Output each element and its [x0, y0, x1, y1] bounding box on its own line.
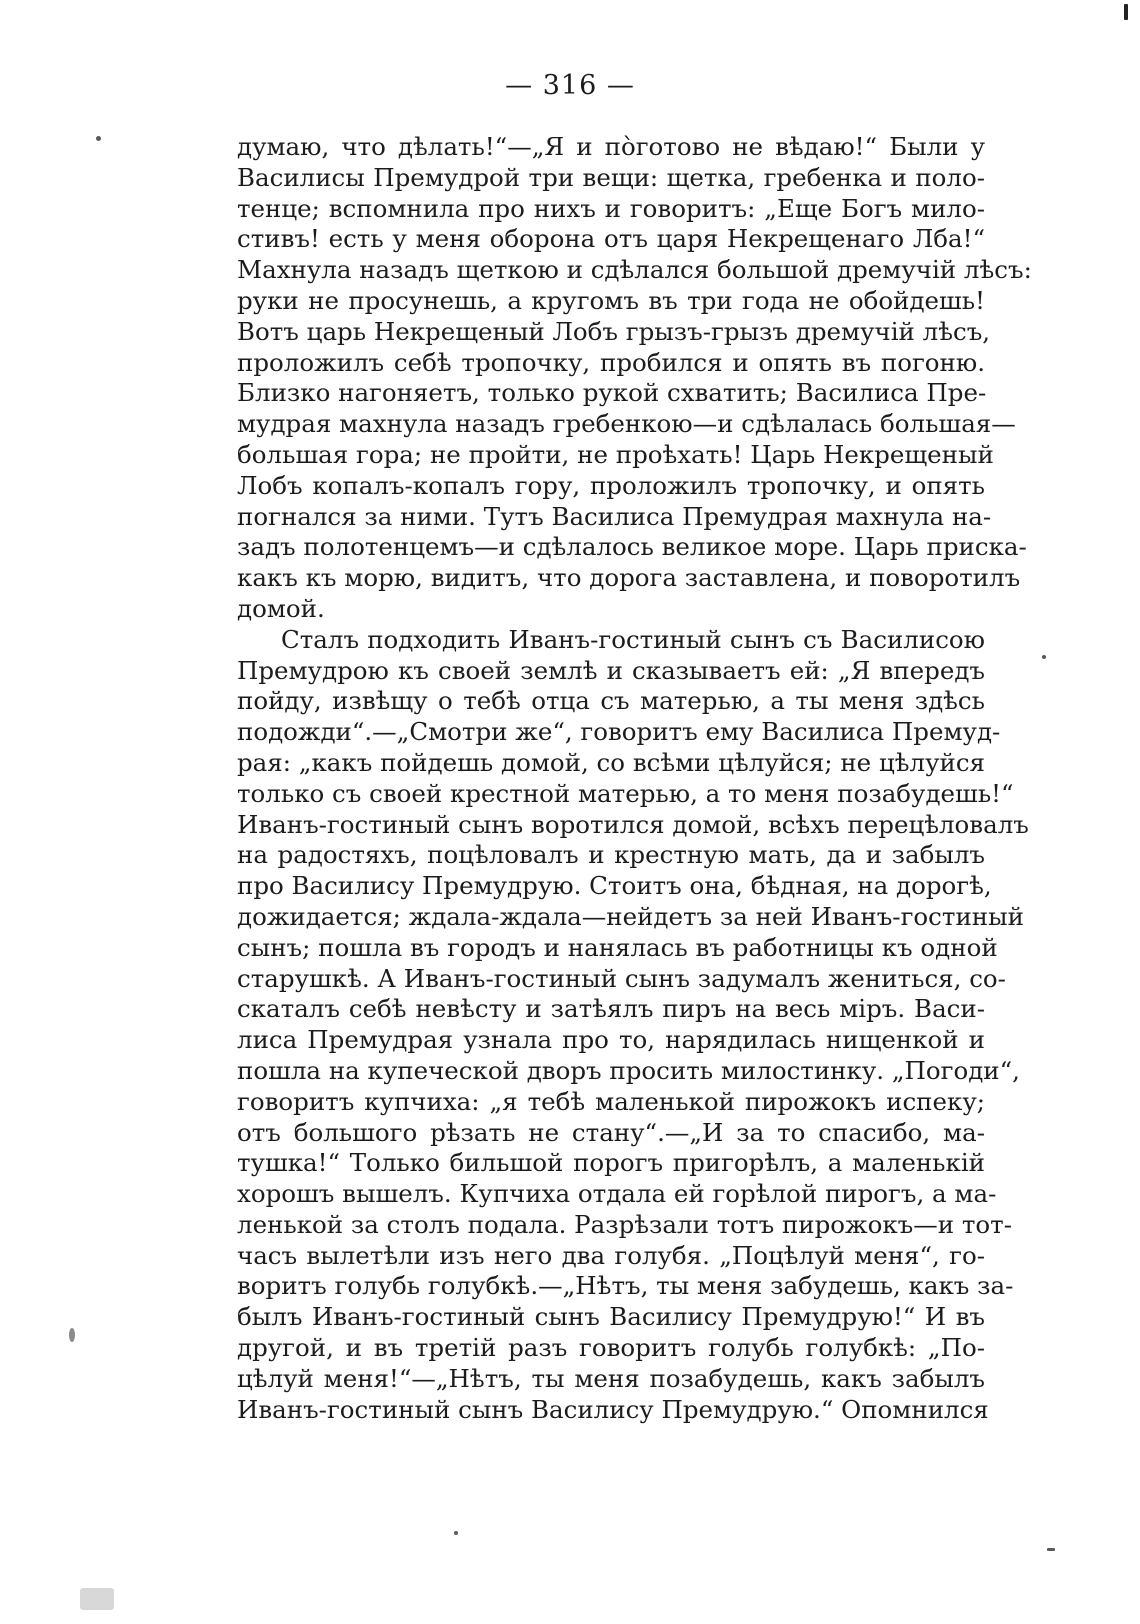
- text-line: Махнула назадъ щеткою и сдѣлался большой дремучій лѣсъ:: [237, 255, 1032, 285]
- text-line: ленькой за столъ подала. Разрѣзали тотъ пирожокъ—и тот-: [237, 1209, 1012, 1239]
- text-line: мудрая махнула назадъ гребенкою—и сдѣлалась большая—: [237, 409, 1016, 439]
- text-line: задъ полотенцемъ—и сдѣлалось великое море. Царь прискa-: [237, 532, 1027, 562]
- scan-speck: [80, 1588, 114, 1610]
- text-line: цѣлуй меня!“—„Нѣтъ, ты меня позабудешь, какъ забылъ: [237, 1363, 985, 1393]
- text-line: дожидается; ждала-ждала—нейдетъ за ней Иванъ-гостиный: [237, 901, 1024, 931]
- text-line: про Василису Премудрую. Стоитъ она, бѣдная, на дорогѣ,: [237, 871, 992, 901]
- text-line: скаталъ себѣ невѣсту и затѣялъ пиръ на весь міръ. Васи-: [237, 994, 985, 1024]
- scan-speck: [1047, 1548, 1055, 1551]
- text-line: былъ Иванъ-гостиный сынъ Василису Премудрую!“ И въ: [237, 1302, 985, 1332]
- body-text: [237, 132, 1032, 1425]
- scan-speck: [69, 1328, 75, 1342]
- text-line: какъ къ морю, видитъ, что дорога заставлена, и поворотилъ: [237, 563, 1021, 593]
- text-line: пошла на купеческой дворъ просить милостинку. „Погоди“,: [237, 1055, 1020, 1085]
- scan-speck: [96, 136, 101, 141]
- text-line: Лобъ копалъ-копалъ гору, проложилъ тропочку, и опять: [237, 470, 985, 500]
- text-line: пойду, извѣщу о тебѣ отца съ матерью, а ты меня здѣсь: [237, 686, 985, 716]
- text-line: воритъ голубь голубкѣ.—„Нѣтъ, ты меня забудешь, какъ за-: [237, 1271, 1014, 1301]
- text-line: большая гора; не пройти, не проѣхать! Царь Некрещеный: [237, 439, 994, 469]
- text-line: тушка!“ Только бильшой порогъ пригорѣлъ, а маленькій: [237, 1148, 985, 1178]
- text-line: Иванъ-гостиный сынъ Василису Премудрую.“ Опомнился: [237, 1394, 989, 1424]
- text-line: Вотъ царь Некрещеный Лобъ грызъ-грызъ дремучій лѣсъ,: [237, 316, 991, 346]
- text-line: на радостяхъ, поцѣловалъ и крестную мать, да и забылъ: [237, 840, 985, 870]
- text-line: говоритъ купчиха: „я тебѣ маленькой пирожокъ испеку;: [237, 1086, 985, 1116]
- text-line: Иванъ-гостиный сынъ воротился домой, всѣхъ перецѣловалъ: [237, 809, 1029, 839]
- text-line: думаю, что дѣлать!“—„Я и пòготово не вѣдаю!“ Были у: [237, 132, 985, 161]
- text-line: проложилъ себѣ тропочку, пробился и опять въ погоню.: [237, 347, 985, 377]
- text-line: подожди“.—„Смотри же“, говоритъ ему Василиса Премуд-: [237, 717, 1001, 747]
- text-line: рая: „какъ пойдешь домой, со всѣми цѣлуйся; не цѣлуйся: [237, 747, 985, 777]
- text-line: лиса Премудрая узнала про то, нарядилась нищенкой и: [237, 1025, 985, 1055]
- text-line: Премудрою къ своей землѣ и сказываетъ ей: „Я впередъ: [237, 655, 985, 685]
- text-line: Василисы Премудрой три вещи: щетка, гребенка и поло-: [237, 162, 985, 192]
- text-line: только съ своей крестной матерью, а то меня позабудешь!“: [237, 778, 1014, 808]
- page-number: — 316 —: [505, 70, 635, 101]
- text-line: стивъ! есть у меня оборона отъ царя Некрещенаго Лба!“: [237, 224, 985, 254]
- scan-speck: [454, 1531, 458, 1535]
- scan-speck: [1042, 655, 1046, 659]
- text-line: руки не просунешь, а кругомъ въ три года не обойдешь!: [237, 285, 985, 315]
- text-line: другой, и въ третій разъ говоритъ голубь голубкѣ: „По-: [237, 1333, 985, 1363]
- paragraph-end-line: домой.: [237, 593, 325, 623]
- text-line: сынъ; пошла въ городъ и нанялась въ работницы къ одной: [237, 932, 998, 962]
- text-line: старушкѣ. А Иванъ-гостиный сынъ задумалъ жениться, со-: [237, 963, 1006, 993]
- text-line: отъ большого рѣзать не стану“.—„И за то спасибо, ма-: [237, 1117, 985, 1147]
- text-line: Близко нагоняетъ, только рукой схватить; Василиса Пре-: [237, 378, 987, 408]
- scan-speck: [1124, 4, 1128, 20]
- text-line: тенце; вспомнила про нихъ и говоритъ: „Еще Богъ мило-: [237, 193, 985, 223]
- text-line: часъ вылетѣли изъ него два голубя. „Поцѣлуй меня“, го-: [237, 1240, 985, 1270]
- text-line: погнался за ними. Тутъ Василиса Премудрая махнула на-: [237, 501, 992, 531]
- text-line: хорошъ вышелъ. Купчиха отдала ей горѣлой пирогъ, а ма-: [237, 1179, 997, 1209]
- paragraph-start-line: Сталъ подходить Иванъ-гостиный сынъ съ Василисою: [281, 624, 985, 654]
